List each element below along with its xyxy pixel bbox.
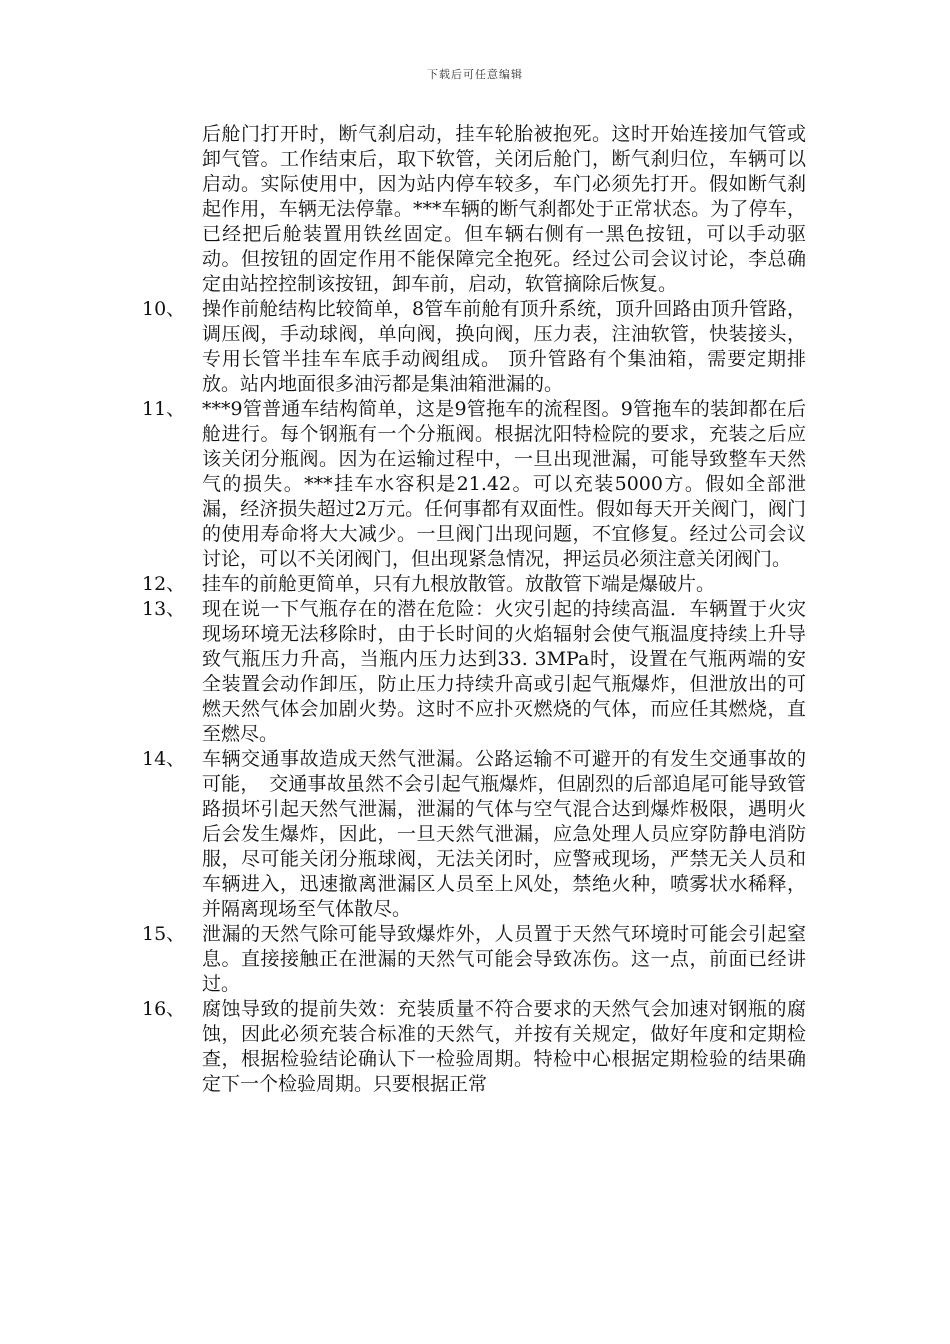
list-item-number: 11、 bbox=[142, 398, 186, 420]
list-item-number: 12、 bbox=[142, 573, 186, 595]
list-item-text: 现在说一下气瓶存在的潜在危险：火灾引起的持续高温．车辆置于火灾现场环境无法移除时，由于长时间的火焰辐射会使气瓶温度持续上升导致气瓶压力升高，当瓶内压力达到33. 3MPa时，设置在气瓶两端的安全装置会动作卸压，防止压力持续升高或引起气瓶爆炸，但泄放出的可燃天然气体会加剧火势。这时不应扑灭燃烧的气体，而应任其燃烧，直至燃尽。 bbox=[202, 598, 806, 745]
document-body bbox=[0, 122, 950, 1097]
list-item-16 bbox=[142, 997, 806, 1097]
list-item-10 bbox=[142, 297, 806, 397]
list-item-text: 操作前舱结构比较简单，8管车前舱有顶升系统，顶升回路由顶升管路，调压阀，手动球阀，单向阀，换向阀，压力表，注油软管，快装接头，专用长管半挂车车底手动阀组成。 顶升管路有个集油箱，需要定期排放。站内地面很多油污都是集油箱泄漏的。 bbox=[202, 298, 806, 395]
list-item-number: 15、 bbox=[142, 923, 186, 945]
list-item-15 bbox=[142, 922, 806, 997]
list-item-text: 泄漏的天然气除可能导致爆炸外，人员置于天然气环境时可能会引起窒息。直接接触正在泄漏的天然气可能会导致冻伤。这一点，前面已经讲过。 bbox=[202, 923, 806, 995]
list-item-number: 10、 bbox=[142, 298, 186, 320]
list-item-text: 腐蚀导致的提前失效：充装质量不符合要求的天然气会加速对钢瓶的腐蚀，因此必须充装合标准的天然气，并按有关规定，做好年度和定期检查，根据检验结论确认下一检验周期。特检中心根据定期检验的结果确定下一个检验周期。只要根据正常 bbox=[202, 998, 806, 1095]
page-header-note: 下载后可任意编辑 bbox=[427, 68, 523, 81]
list-item-text: 车辆交通事故造成天然气泄漏。公路运输不可避开的有发生交通事故的可能， 交通事故虽然不会引起气瓶爆炸，但剧烈的后部追尾可能导致管路损坏引起天然气泄漏，泄漏的气体与空气混合达到爆炸极限，遇明火后会发生爆炸，因此，一旦天然气泄漏，应急处理人员应穿防静电消防服，尽可能关闭分瓶球阀，无法关闭时，应警戒现场，严禁无关人员和车辆进入，迅速撤离泄漏区人员至上风处，禁绝火种，喷雾状水稀释，并隔离现场至气体散尽。 bbox=[202, 748, 806, 920]
list-item-number: 16、 bbox=[142, 998, 186, 1020]
list-item-text: ***9管普通车结构简单，这是9管拖车的流程图。9管拖车的装卸都在后舱进行。每个钢瓶有一个分瓶阀。根据沈阳特检院的要求，充装之后应该关闭分瓶阀。因为在运输过程中，一旦出现泄漏，可能导致整车天然气的损失。***挂车水容积是21.42。可以充装5000方。假如全部泄漏，经济损失超过2万元。任何事都有双面性。假如每天开关阀门，阀门的使用寿命将大大减少。一旦阀门出现问题，不宜修复。经过公司会议讨论，可以不关闭阀门，但出现紧急情况，押运员必须注意关闭阀门。 bbox=[202, 398, 806, 570]
list-item-text: 挂车的前舱更简单，只有九根放散管。放散管下端是爆破片。 bbox=[202, 573, 716, 595]
list-item-11 bbox=[142, 397, 806, 572]
list-item-12 bbox=[142, 572, 806, 597]
list-item-13 bbox=[142, 597, 806, 747]
list-item-number: 14、 bbox=[142, 748, 186, 770]
list-item-14 bbox=[142, 747, 806, 922]
intro-paragraph: 后舱门打开时，断气刹启动，挂车轮胎被抱死。这时开始连接加气管或卸气管。工作结束后，取下软管，关闭后舱门，断气刹归位，车辆可以启动。实际使用中，因为站内停车较多，车门必须先打开。假如断气刹起作用，车辆无法停靠。***车辆的断气刹都处于正常状态。为了停车，已经把后舱装置用铁丝固定。但车辆右侧有一黑色按钮，可以手动驱动。但按钮的固定作用不能保障完全抱死。经过公司会议讨论，李总确定由站控控制该按钮，卸车前，启动，软管摘除后恢复。 bbox=[202, 123, 806, 295]
list-item-number: 13、 bbox=[142, 598, 186, 620]
